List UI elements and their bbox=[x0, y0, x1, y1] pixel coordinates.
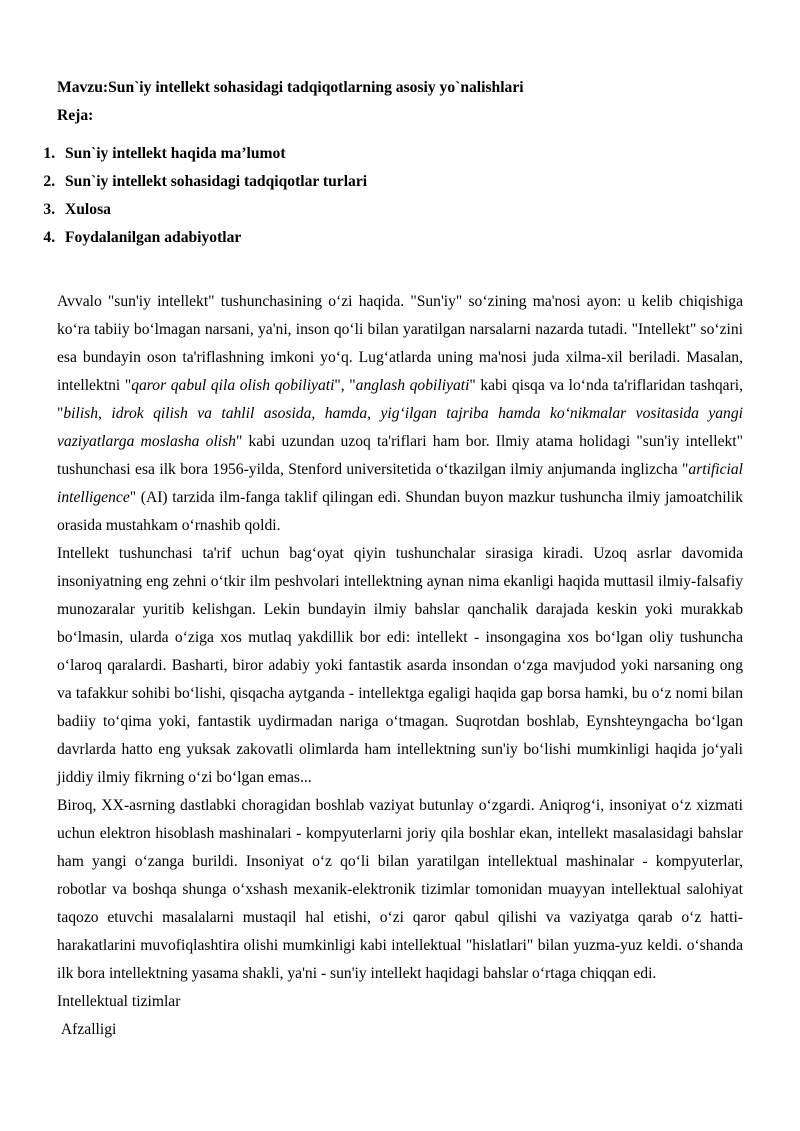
outline-item: 2. Sun`iy intellekt sohasidagi tadqiqotlar turlari bbox=[59, 168, 743, 196]
document-title: Mavzu:Sun`iy intellekt sohasidagi tadqiqotlarning asosiy yo`nalishlari bbox=[57, 79, 524, 96]
text-run: Intellektual tizimlar bbox=[57, 993, 181, 1010]
body-paragraphs bbox=[57, 288, 743, 1044]
outline-list bbox=[57, 140, 743, 252]
plan-label: Reja: bbox=[57, 107, 94, 124]
outline-item: 1. Sun`iy intellekt haqida ma’lumot bbox=[59, 140, 743, 168]
text-run: " kabi uzundan uzoq ta'riflari ham bor. Ilmiy atama holidagi "sun'iy intellekt" tushunchasi esa ilk bora 1956-yilda, Stenford universitetida o‘tkazilgan ilmiy anjumanda inglizcha " bbox=[57, 433, 743, 478]
text-run: " kabi qisqa va lo‘nda ta'riflaridan tashqari, " bbox=[57, 377, 744, 422]
outline-item: 4. Foydalanilgan adabiyotlar bbox=[59, 224, 743, 252]
paragraph bbox=[57, 1016, 743, 1044]
italic-run: qaror qabul qila olish qobiliyati bbox=[131, 377, 335, 394]
italic-run: anglash qobiliyati bbox=[355, 377, 470, 394]
text-run: ", " bbox=[334, 377, 356, 394]
text-run: Intellekt tushunchasi ta'rif uchun bag‘oyat qiyin tushunchalar sirasiga kiradi. Uzoq asrlar davomida insoniyatning eng zehni o‘tkir ilm peshvolari intellektning aynan nima ekanligi haqida muttasil ilmiy-falsafiy munozaralar yuritib kelishgan. Lekin bundayin ilmiy bahslar qanchalik darajada keskin yoki murakkab bo‘lmasin, ularda o‘ziga xos mutlaq yakdillik bor edi: intellekt - insongagina xos bo‘lgan oliy tushuncha o‘laroq qaralardi. Basharti, biror adabiy yoki fantastik asarda insondan o‘zga mavjudod yoki narsaning ong va tafakkur sohibi bo‘lishi, qisqacha aytganda - intellektga egaligi haqida gap borsa hamki, bu o‘z nomi bilan badiiy to‘qima yoki, fantastik uydirmadan nariga o‘tmagan. Suqrotdan boshlab, Eynshteyngacha bo‘lgan davrlarda hatto eng yuksak zakovatli olimlarda ham intellektning sun'iy bo‘lishi mumkinligi haqida jo‘yali jiddiy ilmiy fikrning o‘zi bo‘lgan emas... bbox=[57, 545, 743, 786]
italic-run: artificial intelligence bbox=[57, 461, 743, 506]
paragraph bbox=[57, 988, 743, 1016]
paragraph bbox=[57, 288, 743, 540]
text-run: Avvalo "sun'iy intellekt" tushunchasining o‘zi haqida. "Sun'iy" so‘zining ma'nosi ayon: u kelib chiqishiga ko‘ra tabiiy bo‘lmagan narsani, ya'ni, inson qo‘li bilan yaratilgan narsalarni nazarda tutadi. "Intellekt" so‘zini esa bundayin oson ta'riflashning imkoni yo‘q. Lug‘atlarda uning ma'nosi juda xilma-xil beriladi. Masalan, intellektni " bbox=[57, 293, 743, 394]
text-run: Biroq, XX-asrning dastlabki choragidan boshlab vaziyat butunlay o‘zgardi. Aniqrog‘i, insoniyat o‘z xizmati uchun elektron hisoblash mashinalari - kompyuterlarni joriy qila boshlar ekan, intellekt masalasidagi bahslar ham yangi o‘zanga burildi. Insoniyat o‘z qo‘li bilan yaratilgan intellektual mashinalar - kompyuterlar, robotlar va boshqa shunga o‘xshash mexanik-elektronik tizimlar tomonidan muayyan intellektual salohiyat taqozo etuvchi masalalarni mustaqil hal etishi, o‘zi qaror qabul qilishi va vaziyatga qarab o‘z hatti-harakatlarini muvofiqlashtira olishi mumkinligi kabi intellektual "hislatlari" bilan yuzma-yuz keldi. o‘shanda ilk bora intellektning yasama shakli, ya'ni - sun'iy intellekt haqidagi bahslar o‘rtaga chiqqan edi. bbox=[57, 797, 743, 982]
paragraph bbox=[57, 540, 743, 792]
paragraph bbox=[57, 792, 743, 988]
italic-run: bilish, idrok qilish va tahlil asosida, hamda, yig‘ilgan tajriba hamda ko‘nikmalar vositasida yangi vaziyatlarga moslasha olish bbox=[57, 405, 743, 450]
text-run: Afzalligi bbox=[57, 1021, 117, 1038]
text-run: " (AI) tarzida ilm-fanga taklif qilingan edi. Shundan buyon mazkur tushuncha ilmiy jamoatchilik orasida mustahkam o‘rnashib qoldi. bbox=[57, 489, 743, 534]
outline-item: 3. Xulosa bbox=[59, 196, 743, 224]
